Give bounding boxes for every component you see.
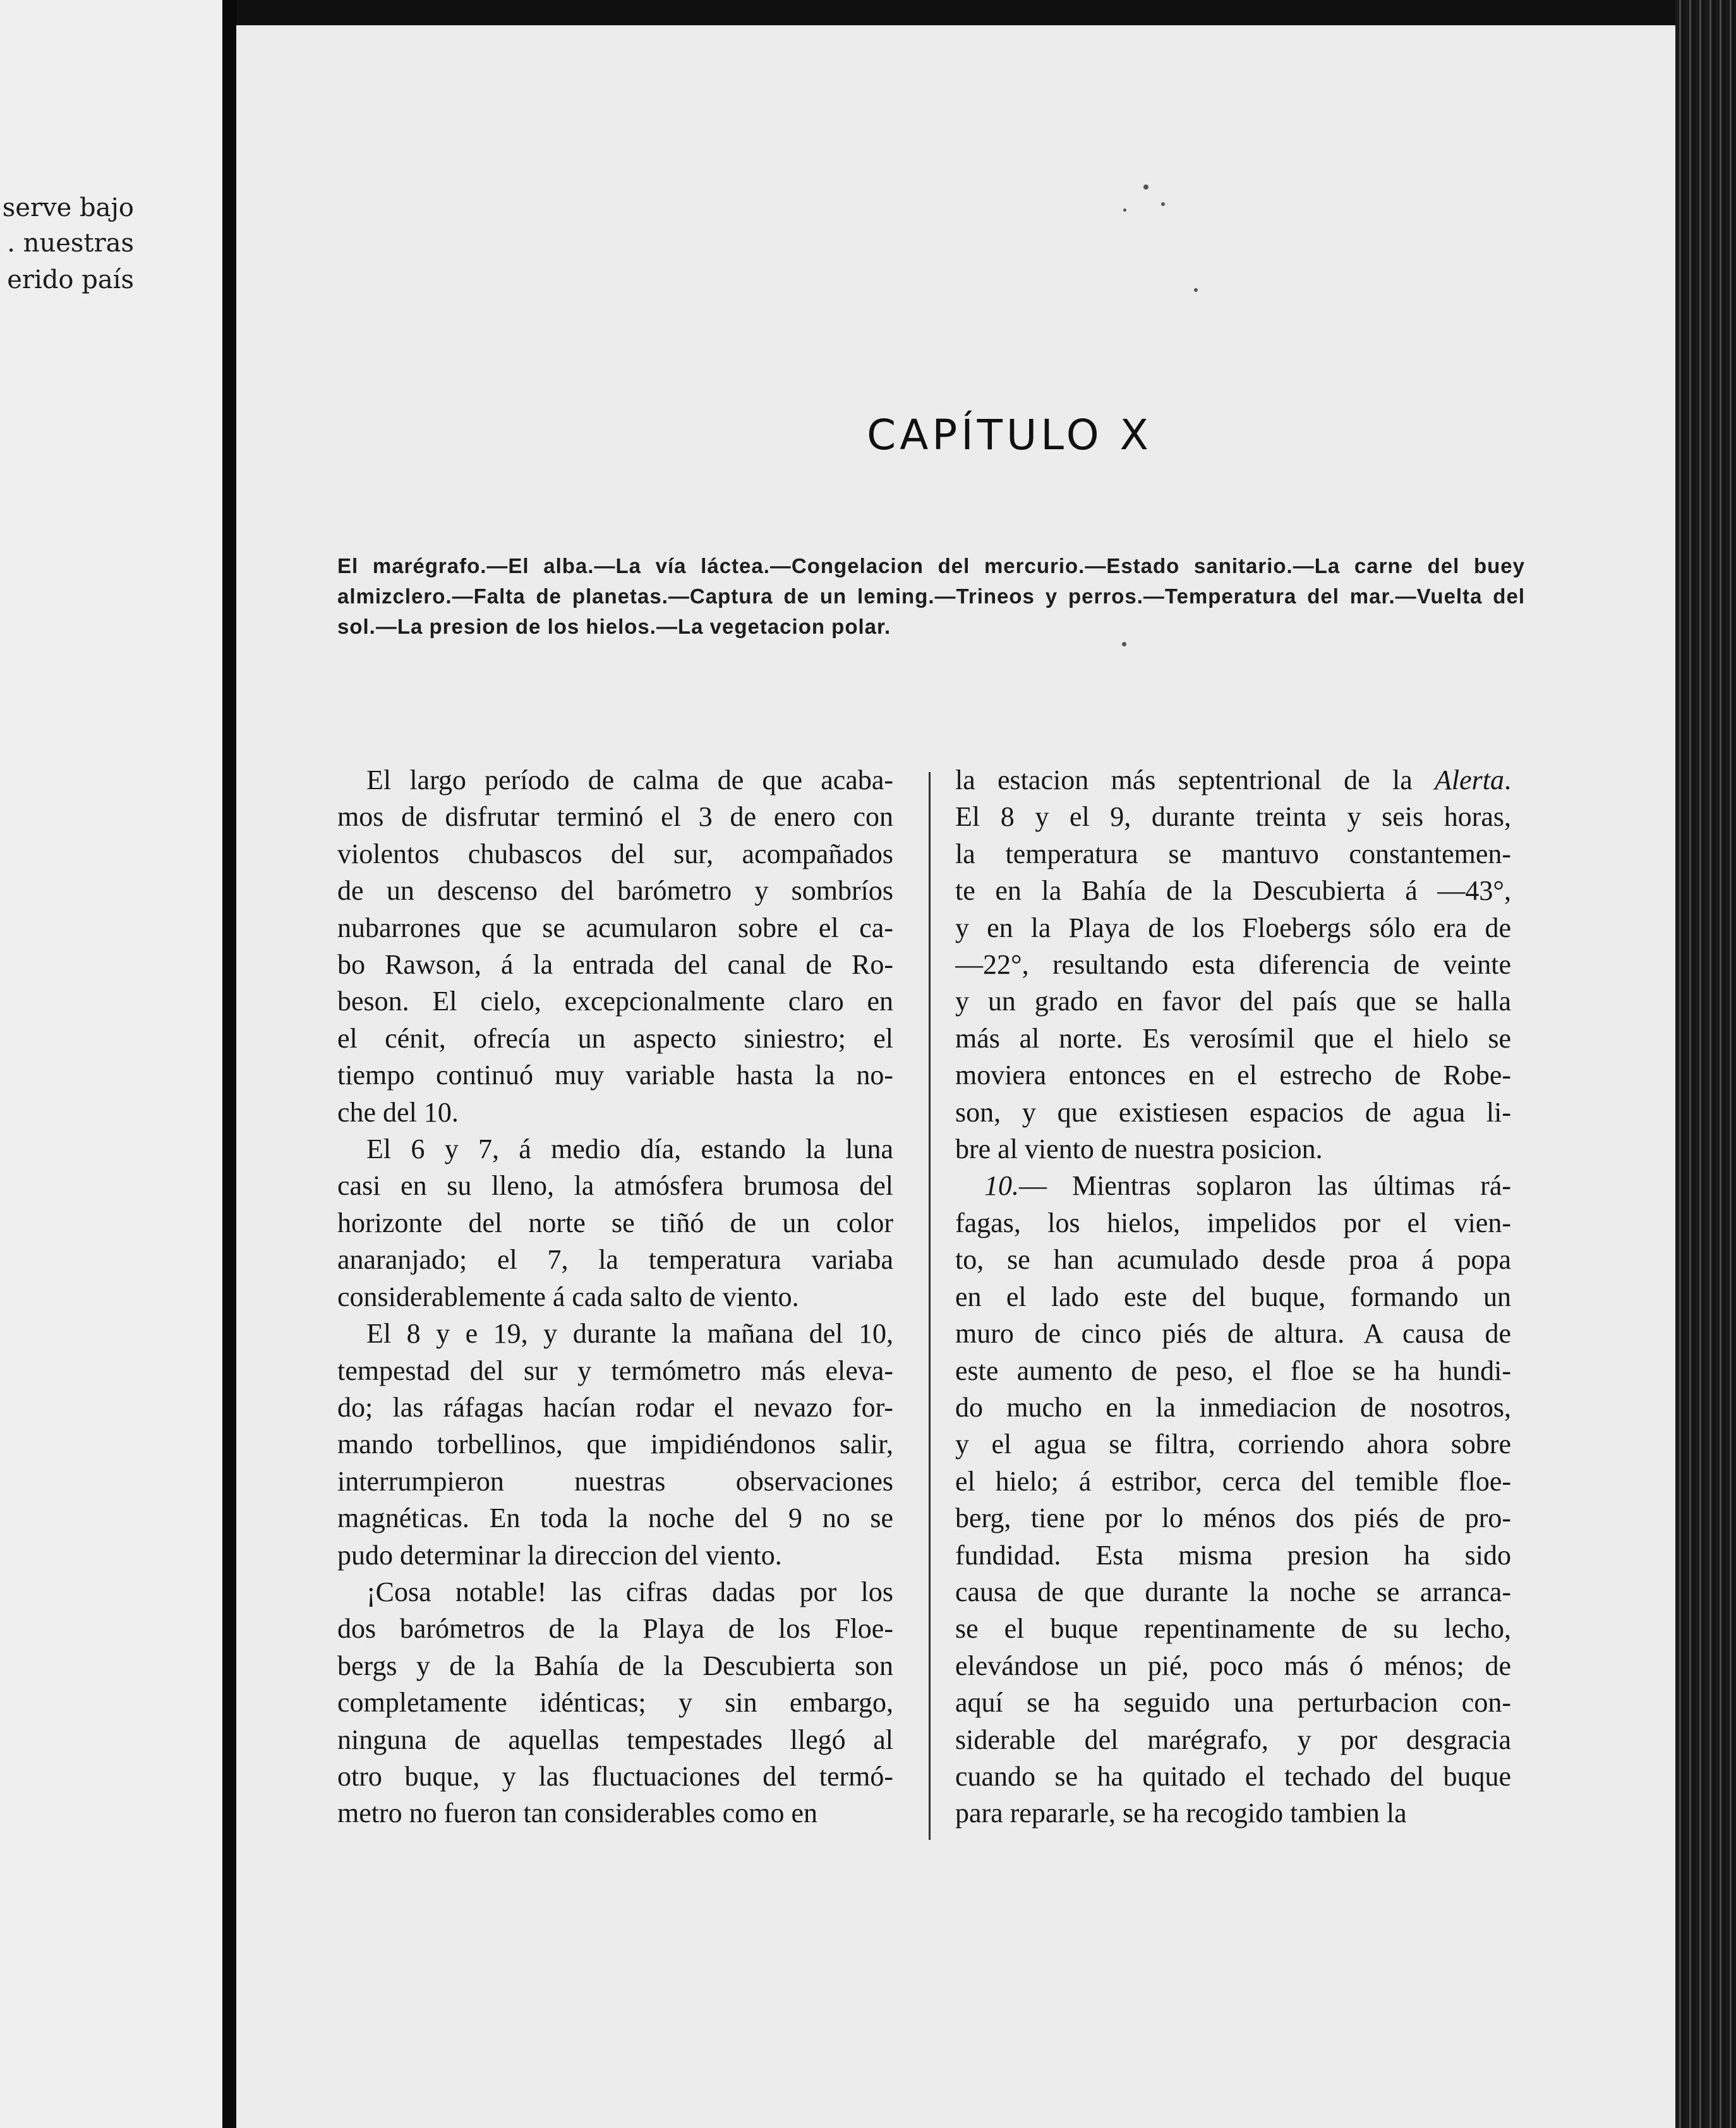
line-wrap xyxy=(955,1463,1511,1500)
chapter-title: CAPÍTULO X xyxy=(867,411,1152,459)
text-line: cuando se ha quitado el techado del buque xyxy=(955,1760,1511,1792)
text-line: beson. El cielo, excepcionalmente claro en xyxy=(337,986,893,1017)
chapter-summary: El marégrafo.—El alba.—La vía láctea.—Congelacion del mercurio.—Estado sanitario.—La carne del buey almizclero.—Falta de planetas.—Captura de un leming.—Trineos y perros.—Temperatura del mar.—Vuelta del sol.—La presion de los hielos.—La vegetacion polar. xyxy=(337,554,1525,638)
line-wrap xyxy=(955,873,1511,909)
text-line: nubarrones que se acumularon sobre el ca- xyxy=(337,912,893,943)
line-wrap xyxy=(337,1057,893,1094)
line-wrap xyxy=(337,1611,893,1647)
line-wrap xyxy=(955,983,1511,1020)
top-shadow xyxy=(236,0,1675,25)
text-line: siderable del marégrafo, y por desgracia xyxy=(955,1724,1511,1755)
line-wrap xyxy=(955,1131,1511,1168)
text-line: muro de cinco piés de altura. A causa de xyxy=(955,1318,1511,1350)
line-wrap xyxy=(337,836,893,873)
line-wrap xyxy=(337,1205,893,1242)
text-line: El largo período de calma de que acaba- xyxy=(366,765,893,795)
line-wrap xyxy=(337,1537,893,1574)
line-wrap xyxy=(955,1648,1511,1684)
text-line: se el buque repentinamente de su lecho, xyxy=(955,1613,1511,1645)
line-wrap xyxy=(337,1684,893,1721)
left-page-fragment-2: . nuestras xyxy=(7,229,134,258)
text-line: la temperatura se mantuvo constantemen- xyxy=(955,838,1511,869)
line-wrap xyxy=(337,1463,893,1500)
text-line: y el agua se filtra, corriendo ahora sobre xyxy=(955,1429,1511,1460)
line-wrap xyxy=(955,1389,1511,1426)
line-wrap xyxy=(955,1057,1511,1094)
line-wrap xyxy=(337,762,893,799)
line-wrap xyxy=(337,1168,893,1204)
line-wrap xyxy=(337,1795,893,1832)
text-line: to, se han acumulado desde proa á popa xyxy=(955,1244,1511,1276)
line-wrap xyxy=(955,1205,1511,1242)
line-wrap xyxy=(955,1242,1511,1278)
line-wrap xyxy=(955,762,1511,799)
text-line: fagas, los hielos, impelidos por el vien- xyxy=(955,1207,1511,1238)
line-wrap xyxy=(337,799,893,835)
line-wrap xyxy=(955,836,1511,873)
text-line: El 8 y e 19, y durante la mañana del 10, xyxy=(366,1318,893,1350)
line-wrap xyxy=(337,946,893,983)
line-wrap xyxy=(337,983,893,1020)
text-line: —22°, resultando esta diferencia de veinte xyxy=(955,949,1511,981)
line-wrap xyxy=(337,1389,893,1426)
paper-speck xyxy=(1161,202,1165,206)
text-line: elevándose un pié, poco más ó ménos; de xyxy=(955,1650,1511,1681)
text-line: te en la Bahía de la Descubierta á —43°, xyxy=(955,875,1511,907)
paragraph xyxy=(337,1574,893,1832)
line-wrap xyxy=(337,1353,893,1389)
text-line: interrumpieron nuestras observaciones xyxy=(337,1465,893,1497)
line-wrap xyxy=(337,1279,893,1315)
text-line: do mucho en la inmediacion de nosotros, xyxy=(955,1391,1511,1423)
left-page-fragment-1: serve bajo xyxy=(2,193,134,222)
book-gutter xyxy=(222,0,236,2128)
text-line: El 8 y el 9, durante treinta y seis horas, xyxy=(955,801,1511,833)
line-wrap xyxy=(955,1795,1511,1832)
text-line: causa de que durante la noche se arranca- xyxy=(955,1576,1511,1607)
page-edges xyxy=(1675,0,1736,2128)
text-line: dos barómetros de la Playa de los Floe- xyxy=(337,1613,893,1645)
text-column-left xyxy=(337,762,893,1832)
line-wrap xyxy=(955,1279,1511,1315)
line-wrap xyxy=(955,910,1511,946)
text-line: el cénit, ofrecía un aspecto siniestro; el xyxy=(337,1022,893,1054)
text-line: para repararle, se ha recogido tambien la xyxy=(955,1798,1407,1829)
paragraph xyxy=(337,762,893,1131)
right-page xyxy=(236,0,1675,2128)
text-line: tempestad del sur y termómetro más eleva- xyxy=(337,1355,893,1386)
line-wrap xyxy=(337,873,893,909)
line-wrap xyxy=(955,1094,1511,1131)
column-divider xyxy=(929,772,931,1840)
paper-speck xyxy=(1122,642,1126,646)
line-wrap xyxy=(955,1020,1511,1057)
text-line: completamente idénticas; y sin embargo, xyxy=(337,1687,893,1719)
ship-name: Alerta xyxy=(1435,765,1504,795)
left-facing-page xyxy=(0,0,222,2128)
line-wrap xyxy=(955,1315,1511,1352)
line-wrap xyxy=(955,1611,1511,1647)
text-line: anaranjado; el 7, la temperatura variaba xyxy=(337,1244,893,1276)
text-line: otro buque, y las fluctuaciones del termó- xyxy=(337,1760,893,1792)
text-line: en el lado este del buque, formando un xyxy=(955,1281,1511,1312)
text-line: metro no fueron tan considerables como en xyxy=(337,1798,817,1829)
line-wrap xyxy=(955,1574,1511,1611)
text-line: y en la Playa de los Floebergs sólo era de xyxy=(955,912,1511,943)
line-wrap xyxy=(337,1722,893,1758)
line-wrap xyxy=(955,799,1511,835)
text-line: El 6 y 7, á medio día, estando la luna xyxy=(366,1134,893,1165)
text-line: fundidad. Esta misma presion ha sido xyxy=(955,1539,1511,1571)
text-line: aquí se ha seguido una perturbacion con- xyxy=(955,1687,1511,1719)
text-line: berg, tiene por lo ménos dos piés de pro- xyxy=(955,1502,1511,1534)
text-line: magnéticas. En toda la noche del 9 no se xyxy=(337,1502,893,1534)
text-line: tiempo continuó muy variable hasta la no- xyxy=(337,1060,893,1091)
text-line: mos de disfrutar terminó el 3 de enero con xyxy=(337,801,893,833)
text-line: bergs y de la Bahía de la Descubierta son xyxy=(337,1650,893,1681)
text-line: mando torbellinos, que impidiéndonos salir, xyxy=(337,1429,893,1460)
text-line: pudo determinar la direccion del viento. xyxy=(337,1539,782,1571)
text-line: bre al viento de nuestra posicion. xyxy=(955,1134,1323,1165)
text-line: casi en su lleno, la atmósfera brumosa del xyxy=(337,1170,893,1202)
line-wrap xyxy=(955,1758,1511,1795)
text-line: este aumento de peso, el floe se ha hundi- xyxy=(955,1355,1511,1386)
line-wrap xyxy=(955,1500,1511,1537)
line-wrap xyxy=(955,1168,1511,1204)
paragraph xyxy=(955,1168,1511,1832)
text-line: bo Rawson, á la entrada del canal de Ro- xyxy=(337,949,893,981)
text-line: che del 10. xyxy=(337,1096,459,1128)
line-wrap xyxy=(337,1574,893,1611)
line-wrap xyxy=(337,1648,893,1684)
text-line: la estacion más septentrional de la Alerta. xyxy=(955,765,1511,795)
line-wrap xyxy=(337,1500,893,1537)
date-marker: 10. xyxy=(984,1170,1019,1202)
paper-speck xyxy=(1194,288,1198,292)
line-wrap xyxy=(955,1537,1511,1574)
text-line: de un descenso del barómetro y sombríos xyxy=(337,875,893,907)
text-line: el hielo; á estribor, cerca del temible floe- xyxy=(955,1465,1511,1497)
line-wrap xyxy=(955,1426,1511,1463)
line-wrap xyxy=(337,1020,893,1057)
text-line: do; las ráfagas hacían rodar el nevazo for- xyxy=(337,1391,893,1423)
line-wrap xyxy=(955,1722,1511,1758)
text-line: ninguna de aquellas tempestades llegó al xyxy=(337,1724,893,1755)
line-wrap xyxy=(337,910,893,946)
line-wrap xyxy=(337,1131,893,1168)
text-line: violentos chubascos del sur, acompañados xyxy=(337,838,893,869)
text-line: moviera entonces en el estrecho de Robe- xyxy=(955,1060,1511,1091)
text-line: considerablemente á cada salto de viento. xyxy=(337,1281,799,1312)
text-line: horizonte del norte se tiñó de un color xyxy=(337,1207,893,1238)
paper-speck xyxy=(1143,184,1148,190)
text-column-right xyxy=(955,762,1511,1832)
line-wrap xyxy=(337,1242,893,1278)
text-line: ¡Cosa notable! las cifras dadas por los xyxy=(366,1576,893,1607)
paragraph xyxy=(337,1131,893,1315)
line-wrap xyxy=(337,1094,893,1131)
text-line: 10.— Mientras soplaron las últimas rá- xyxy=(984,1170,1511,1202)
line-wrap xyxy=(337,1758,893,1795)
line-wrap xyxy=(337,1315,893,1352)
text-line: más al norte. Es verosímil que el hielo se xyxy=(955,1022,1511,1054)
text-line: y un grado en favor del país que se halla xyxy=(955,986,1511,1017)
line-wrap xyxy=(955,946,1511,983)
line-wrap xyxy=(955,1353,1511,1389)
paragraph xyxy=(337,1315,893,1574)
paragraph xyxy=(955,762,1511,1168)
text-line: son, y que existiesen espacios de agua li- xyxy=(955,1096,1511,1128)
line-wrap xyxy=(337,1426,893,1463)
left-page-fragment-3: erido país xyxy=(7,265,134,294)
line-wrap xyxy=(955,1684,1511,1721)
paper-speck xyxy=(1123,209,1126,212)
